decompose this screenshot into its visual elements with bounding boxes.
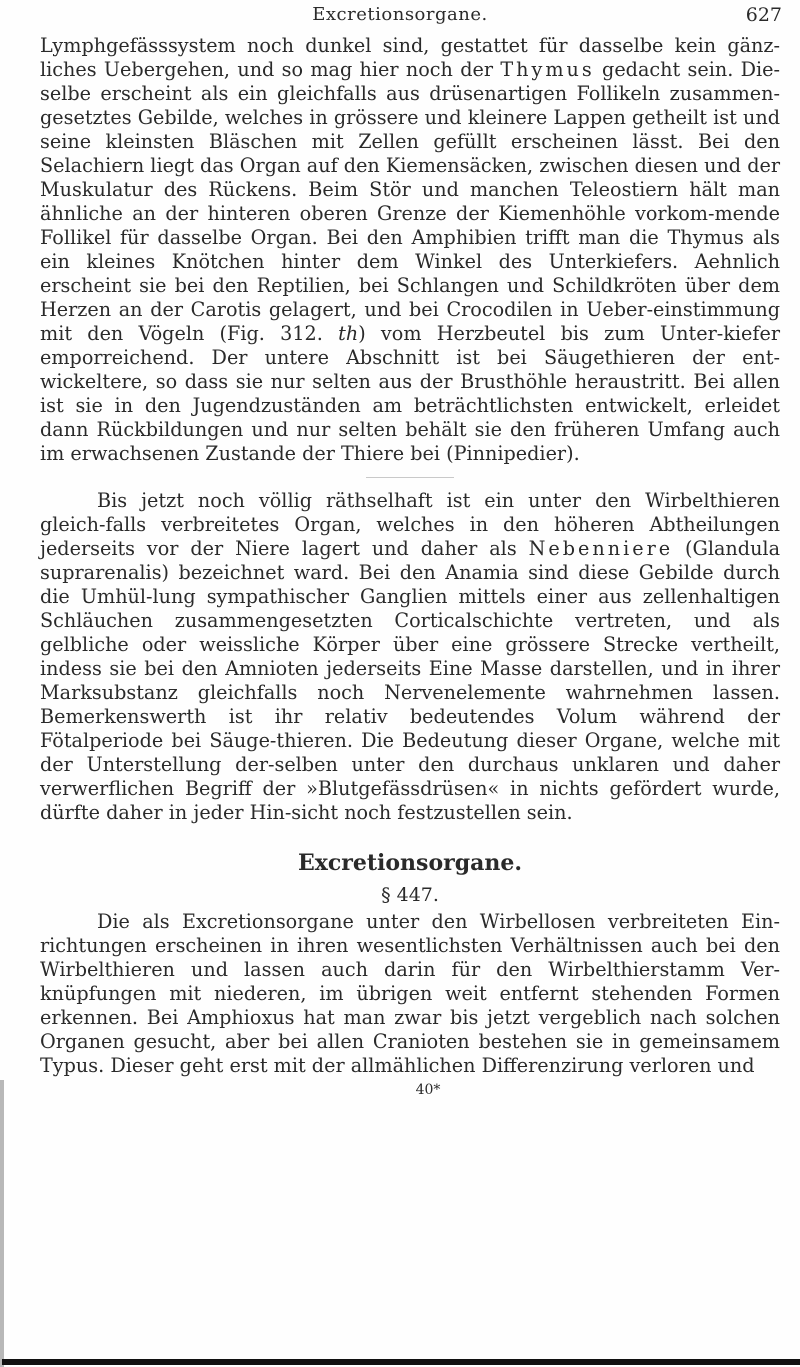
paragraph-thymus-end: ) vom Herzbeutel bis zum Unter-kiefer emporreichend. Der untere Abschnitt ist bei Säugethieren der ent-wickeltere, so dass sie nur selten aus der Brusthöhle heraustritt. Bei allen ist sie in den Jugendzuständen am beträchtlichsten entwickelt, erleidet dann Rückbildungen und nur selten behält sie den früheren Umfang auch im erwachsenen Zustande der Thiere bei (Pinnipedier).	[40, 322, 780, 465]
paragraph-nebenniere	[40, 489, 780, 825]
paragraph-thymus-middle: gedacht sein. Die-selbe erscheint als ein gleichfalls aus drüsenartigen Follikeln zusammen-gesetztes Gebilde, welches in grössere und kleinere Lappen getheilt ist und seine kleinsten Bläschen mit Zellen gefüllt erscheinen lässt. Bei den Selachiern liegt das Organ auf den Kiemensäcken, zwischen diesen und der Muskulatur des Rückens. Beim Stör und manchen Teleostiern hält man ähnliche an der hinteren oberen Grenze der Kiemenhöhle vorkom-mende Follikel für dasselbe Organ. Bei den Amphibien trifft man die Thymus als ein kleines Knötchen hinter dem Winkel des Unterkiefers. Aehnlich erscheint sie bei den Reptilien, bei Schlangen und Schildkröten über dem Herzen an der Carotis gelagert, und bei Crocodilen in Ueber-einstimmung mit den Vögeln (Fig. 312.	[40, 58, 780, 345]
running-title: Excretionsorgane.	[312, 4, 488, 25]
paragraph-excretion: Die als Excretionsorgane unter den Wirbellosen verbreiteten Ein-richtungen erscheinen in ihren wesentlichsten Verhältnissen auch bei den Wirbelthieren und lassen auch darin für den Wirbelthierstamm Ver-knüpfungen mit niederen, im übrigen weit entfernt stehenden Formen erkennen. Bei Amphioxus hat man zwar bis jetzt vergeblich nach solchen Organen gesucht, aber bei allen Cranioten bestehen sie in gemeinsamem Typus. Dieser geht erst mit der allmählichen Differenzirung verloren und	[40, 910, 780, 1077]
paragraph-nebenniere-rest: (Glandula suprarenalis) bezeichnet ward. Bei den Anamia sind diese Gebilde durch die Umhül-lung sympathischer Ganglien mittels einer aus zellenhaltigen Schläuchen zusammengesetzten Corticalschichte vertreten, und als gelbliche oder weissliche Körper über eine grössere Strecke vertheilt, indess sie bei den Amnioten jederseits Eine Masse darstellen, und in ihrer Marksubstanz gleichfalls noch Nervenelemente wahrnehmen lassen. Bemerkenswerth ist ihr relativ bedeutendes Volum während der Fötalperiode bei Säuge-thieren. Die Bedeutung dieser Organe, welche mit der Unterstellung der-selben unter den durchaus unklaren und daher verwerflichen Begriff der »Blutgefässdrüsen« in nichts gefördert wurde, dürfte daher in jeder Hin-sicht noch festzustellen sein.	[40, 537, 781, 824]
paragraph-nebenniere-start: Bis jetzt noch völlig räthselhaft ist ein unter den Wirbelthieren gleich-falls verbreitetes Organ, welches in den höheren Abtheilungen jederseits vor der Niere lagert und daher als	[40, 489, 780, 560]
paragraph-thymus-start: Lymphgefässsystem noch dunkel sind, gestattet für dasselbe kein gänz-liches Uebergehen, und so mag hier noch der	[40, 34, 780, 81]
term-nebenniere: Nebenniere	[528, 537, 674, 560]
running-head	[0, 4, 800, 34]
page-number: 627	[745, 4, 782, 26]
section-divider	[366, 477, 454, 478]
bottom-edge-rule	[2, 1359, 800, 1365]
section-number: § 447.	[381, 884, 439, 906]
figure-label-th: th	[338, 322, 359, 345]
term-thymus: Thymus	[500, 58, 595, 81]
body-text	[40, 34, 780, 1100]
page-edge-shadow	[0, 1080, 4, 1367]
paragraph-thymus	[40, 34, 780, 466]
section-heading: Excretionsorgane.	[298, 850, 522, 876]
printer-signature: 40*	[415, 1082, 441, 1098]
